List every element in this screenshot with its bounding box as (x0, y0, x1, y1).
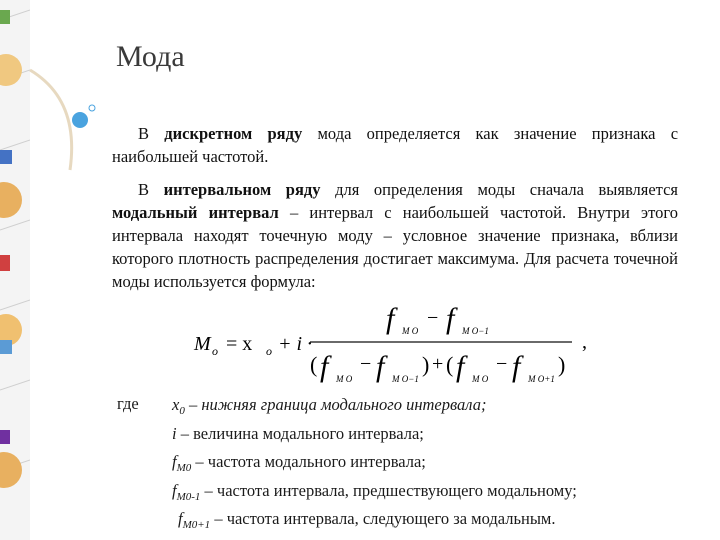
para2-bold1: интервальном ряду (163, 180, 321, 199)
definition-item: i – величина модального интервала; (172, 423, 424, 443)
definition-item: $x_0$ – нижняя граница модального интервала; (172, 395, 487, 417)
formula-lhs: M (194, 333, 211, 355)
mode-formula (190, 298, 610, 388)
formula-sub: M O (472, 374, 489, 384)
formula-f: f (320, 350, 329, 383)
formula-f: f (446, 302, 455, 335)
formula-x-sub: o (266, 344, 272, 358)
formula-minus: − (427, 307, 439, 329)
formula-paren: ) (558, 352, 566, 377)
para1-bold: дискретном ряду (164, 124, 303, 143)
para1-rest: мода определяется как значение признака с наибольшей частотой. (112, 124, 679, 166)
bubble-icon (89, 105, 95, 111)
formula-f: f (376, 350, 385, 383)
para2-text1: для определения моды сначала выявляется (320, 180, 678, 199)
slide-title: Мода (116, 40, 185, 73)
formula-sub: M O+1 (528, 374, 555, 384)
bubble-icon (72, 112, 88, 128)
formula-paren: ( (446, 352, 454, 377)
cube-shape (0, 430, 10, 444)
formula-f: f (386, 302, 395, 335)
definition-item: $f_{M0}$ – частота модального интервала; (172, 452, 426, 474)
para1-start: В (138, 124, 150, 143)
para2-start: В (138, 180, 150, 199)
paragraph-discrete (112, 122, 678, 168)
formula-plus-i: + i · (278, 333, 313, 355)
formula-f: f (456, 350, 465, 383)
formula-sub: M O (402, 326, 419, 336)
cube-shape (0, 340, 12, 354)
decorative-arc (0, 60, 110, 180)
cube-shape (0, 255, 10, 271)
where-label: где (117, 394, 139, 413)
formula-paren: ) (422, 352, 430, 377)
definition-item: $f_{M0+1}$ – частота интервала, следующего за модальным. (178, 509, 556, 531)
formula-f: f (512, 350, 521, 383)
definitions-list (172, 394, 577, 537)
formula-comma: , (582, 331, 587, 353)
para2-bold2: модальный интервал (112, 203, 279, 222)
formula-minus: − (360, 353, 372, 375)
formula-sub: M O−1 (392, 374, 419, 384)
para2-text2: – интервал с наибольшей частотой. Внутри этого интервала находят точечную моду – условное значение признака, вблизи которого плотность распределения достигает максимума. Для расчета точечной моды используется формула: (112, 203, 678, 291)
formula-eq: = x (226, 333, 253, 355)
formula-paren: ( (310, 352, 318, 377)
paragraph-interval (112, 178, 678, 293)
formula-minus: − (496, 353, 508, 375)
formula-lhs-sub: o (212, 344, 218, 358)
formula-sub: M O (336, 374, 353, 384)
formula-sub: M O−1 (462, 326, 489, 336)
definition-item: $f_{M0-1}$ – частота интервала, предшествующего модальному; (172, 480, 577, 503)
cube-shape (0, 10, 10, 24)
formula-plus: + (432, 353, 444, 375)
